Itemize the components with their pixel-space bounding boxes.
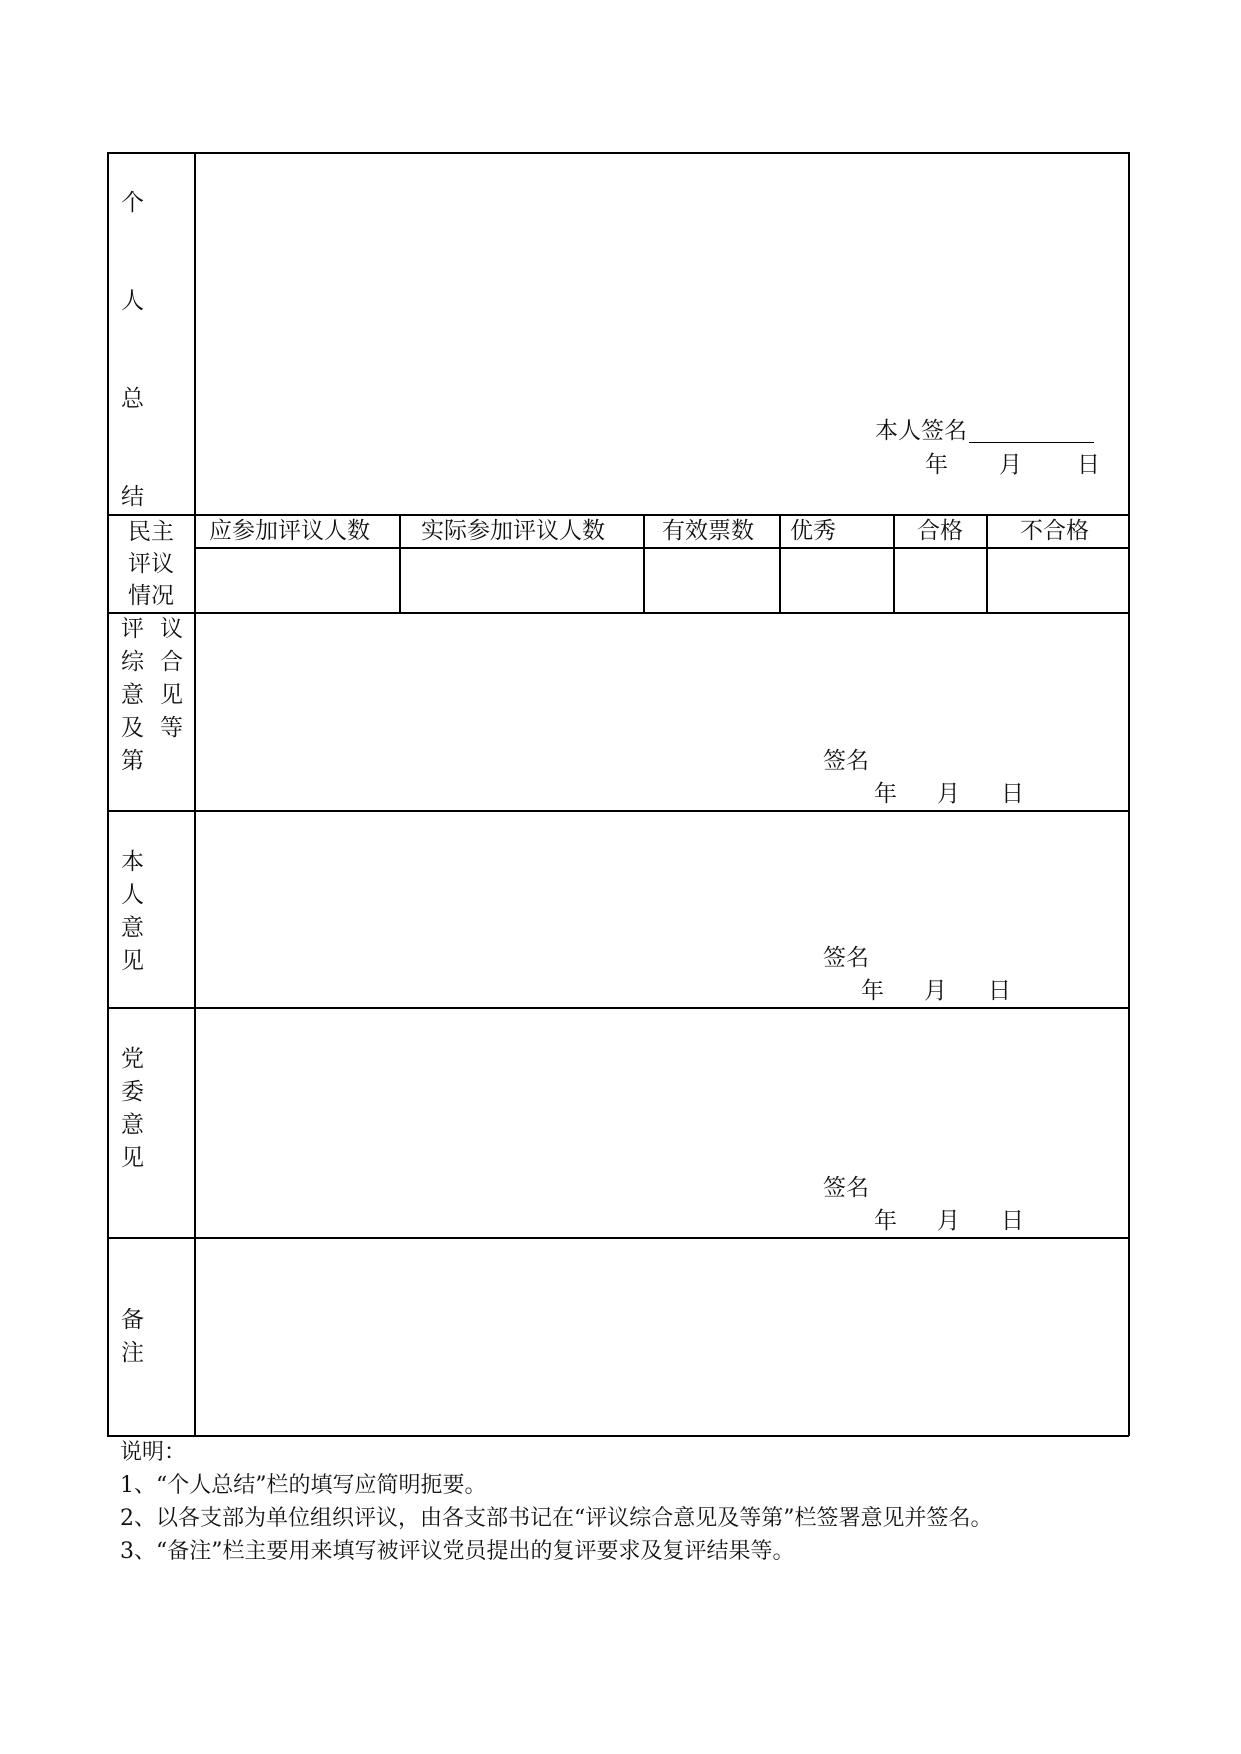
- label-char: 见: [121, 1145, 144, 1171]
- instructions-title: 说明：: [120, 1440, 187, 1465]
- label-char: 议: [160, 616, 183, 642]
- instructions: [120, 1436, 993, 1568]
- row-divider: [107, 514, 1129, 516]
- date-year: 年: [861, 978, 884, 1004]
- date-month: 月: [937, 1208, 960, 1234]
- instruction-item: 2、以各支部为单位组织评议，由各支部书记在“评议综合意见及等第”栏签署意见并签名。: [120, 1506, 993, 1531]
- personal-summary-field[interactable]: [196, 154, 1127, 513]
- instruction-item: 1、“个人总结”栏的填写应简明扼要。: [120, 1473, 487, 1498]
- instruction-item: 3、“备注”栏主要用来填写被评议党员提出的复评要求及复评结果等。: [120, 1539, 795, 1564]
- label-char: 委: [121, 1079, 144, 1105]
- expected-count-cell[interactable]: [196, 549, 398, 611]
- header-valid-votes: 有效票数: [662, 518, 754, 544]
- actual-count-cell[interactable]: [401, 549, 642, 611]
- label-char: 个: [121, 190, 144, 216]
- header-qualified: 合格: [917, 518, 963, 544]
- signature-underline[interactable]: [969, 420, 1094, 443]
- date-month: 月: [924, 978, 947, 1004]
- date-month: 月: [999, 452, 1022, 478]
- label-char: 结: [121, 484, 144, 510]
- label-char: 人: [121, 288, 144, 314]
- label-char: 第: [121, 748, 144, 774]
- label-char: 党: [121, 1046, 144, 1072]
- table-border-left: [107, 152, 109, 1436]
- label-line: 情况: [128, 583, 174, 609]
- table-border-right: [1128, 152, 1130, 1436]
- label-char: 评: [121, 616, 144, 642]
- date-year: 年: [874, 1208, 897, 1234]
- date-day: 日: [1077, 452, 1100, 478]
- label-char: 备: [121, 1307, 144, 1333]
- date-day: 日: [1001, 781, 1024, 807]
- label-char: 意: [121, 1112, 144, 1138]
- qualified-cell[interactable]: [895, 549, 985, 611]
- self-opinion-field[interactable]: [196, 812, 1127, 1006]
- label-char: 意: [121, 682, 144, 708]
- label-char: 见: [160, 682, 183, 708]
- self-signature-label: 本人签名: [875, 418, 967, 444]
- label-char: 人: [121, 882, 144, 908]
- committee-signature-label: 签名: [823, 1175, 869, 1201]
- excellent-cell[interactable]: [781, 549, 892, 611]
- header-unqualified: 不合格: [1020, 518, 1089, 544]
- header-actual-count: 实际参加评议人数: [421, 518, 605, 544]
- label-char: 总: [121, 386, 144, 412]
- label-line: 民主: [128, 519, 174, 545]
- review-opinion-field[interactable]: [196, 614, 1127, 809]
- label-char: 注: [121, 1340, 144, 1366]
- label-char: 综: [121, 649, 144, 675]
- label-line: 评议: [128, 551, 174, 577]
- label-char: 意: [121, 915, 144, 941]
- date-day: 日: [988, 978, 1011, 1004]
- label-char: 及: [121, 715, 144, 741]
- header-expected-count: 应参加评议人数: [209, 518, 370, 544]
- remarks-field[interactable]: [196, 1239, 1127, 1434]
- label-char: 见: [121, 948, 144, 974]
- valid-votes-cell[interactable]: [645, 549, 778, 611]
- date-month: 月: [937, 781, 960, 807]
- self-opinion-signature-label: 签名: [823, 945, 869, 971]
- committee-opinion-field[interactable]: [196, 1009, 1127, 1236]
- label-char: 等: [160, 715, 183, 741]
- date-year: 年: [874, 781, 897, 807]
- self-signature: [875, 420, 1094, 443]
- date-year: 年: [925, 452, 948, 478]
- review-signature-label: 签名: [823, 748, 869, 774]
- label-char: 本: [121, 849, 144, 875]
- label-char: 合: [160, 649, 183, 675]
- header-excellent: 优秀: [790, 518, 836, 544]
- unqualified-cell[interactable]: [988, 549, 1127, 611]
- date-day: 日: [1001, 1208, 1024, 1234]
